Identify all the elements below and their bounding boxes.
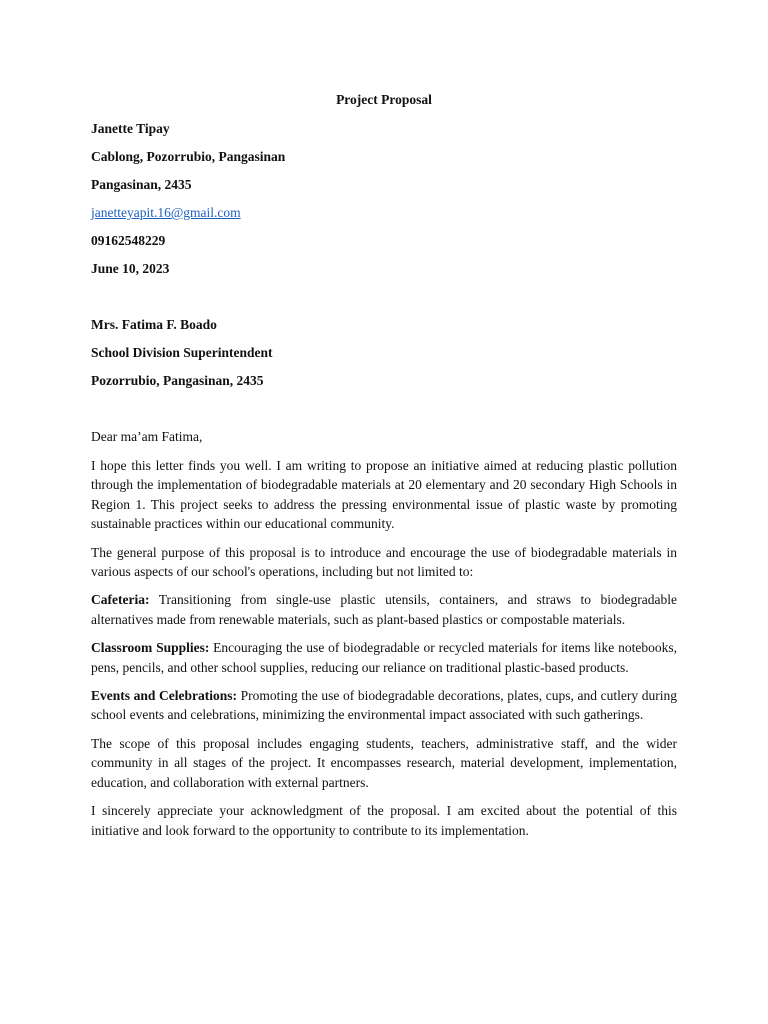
sender-address: Cablong, Pozorrubio, Pangasinan bbox=[91, 149, 286, 164]
recipient-address: Pozorrubio, Pangasinan, 2435 bbox=[91, 373, 264, 388]
salutation: Dear ma’am Fatima, bbox=[91, 429, 203, 444]
supplies-paragraph bbox=[91, 638, 677, 677]
recipient-block bbox=[91, 316, 273, 400]
cafeteria-text: Transitioning from single-use plastic utensils, containers, and straws to biodegradable alternatives made from renewable materials, such as plant-based plastics or compostable materials. bbox=[91, 592, 677, 627]
sender-email-link[interactable]: janetteyapit.16@gmail.com bbox=[91, 205, 241, 220]
closing-paragraph: I sincerely appreciate your acknowledgment of the proposal. I am excited about the potential of this initiative and look forward to the opportunity to contribute to its implementation. bbox=[91, 803, 677, 838]
events-text: Promoting the use of biodegradable decorations, plates, cups, and cutlery during school events and celebrations, minimizing the environmental impact associated with such gatherings. bbox=[91, 688, 677, 723]
sender-email-line bbox=[91, 204, 285, 232]
events-paragraph bbox=[91, 686, 677, 725]
supplies-label: Classroom Supplies: bbox=[91, 640, 210, 656]
events-label: Events and Celebrations: bbox=[91, 688, 238, 704]
sender-block bbox=[91, 120, 285, 288]
sender-province: Pangasinan, 2435 bbox=[91, 177, 192, 192]
supplies-text: Encouraging the use of biodegradable or recycled materials for items like notebooks, pens, pencils, and other school supplies, reducing our reliance on traditional plastic-based products. bbox=[91, 640, 677, 675]
recipient-position: School Division Superintendent bbox=[91, 345, 273, 360]
cafeteria-paragraph bbox=[91, 590, 677, 629]
sender-phone: 09162548229 bbox=[91, 233, 166, 248]
purpose-paragraph: The general purpose of this proposal is to introduce and encourage the use of biodegradable materials in various aspects of our school's operations, including but not limited to: bbox=[91, 544, 677, 580]
cafeteria-label: Cafeteria: bbox=[91, 592, 150, 608]
page-title: Project Proposal bbox=[336, 92, 432, 107]
recipient-name: Mrs. Fatima F. Boado bbox=[91, 317, 217, 332]
intro-paragraph: I hope this letter finds you well. I am writing to propose an initiative aimed at reducing plastic pollution through the implementation of biodegradable materials at 20 elementary and 20 secondary High Schools in Region 1. This project seeks to address the pressing environmental issue of plastic waste by promoting sustainable practices within our educational community. bbox=[91, 458, 677, 532]
letter-body bbox=[91, 456, 677, 849]
letter-date: June 10, 2023 bbox=[91, 261, 170, 276]
sender-name: Janette Tipay bbox=[91, 121, 170, 136]
scope-paragraph: The scope of this proposal includes engaging students, teachers, administrative staff, and the wider community in all stages of the project. It encompasses research, material development, implementation, education, and collaboration with external partners. bbox=[91, 735, 677, 790]
